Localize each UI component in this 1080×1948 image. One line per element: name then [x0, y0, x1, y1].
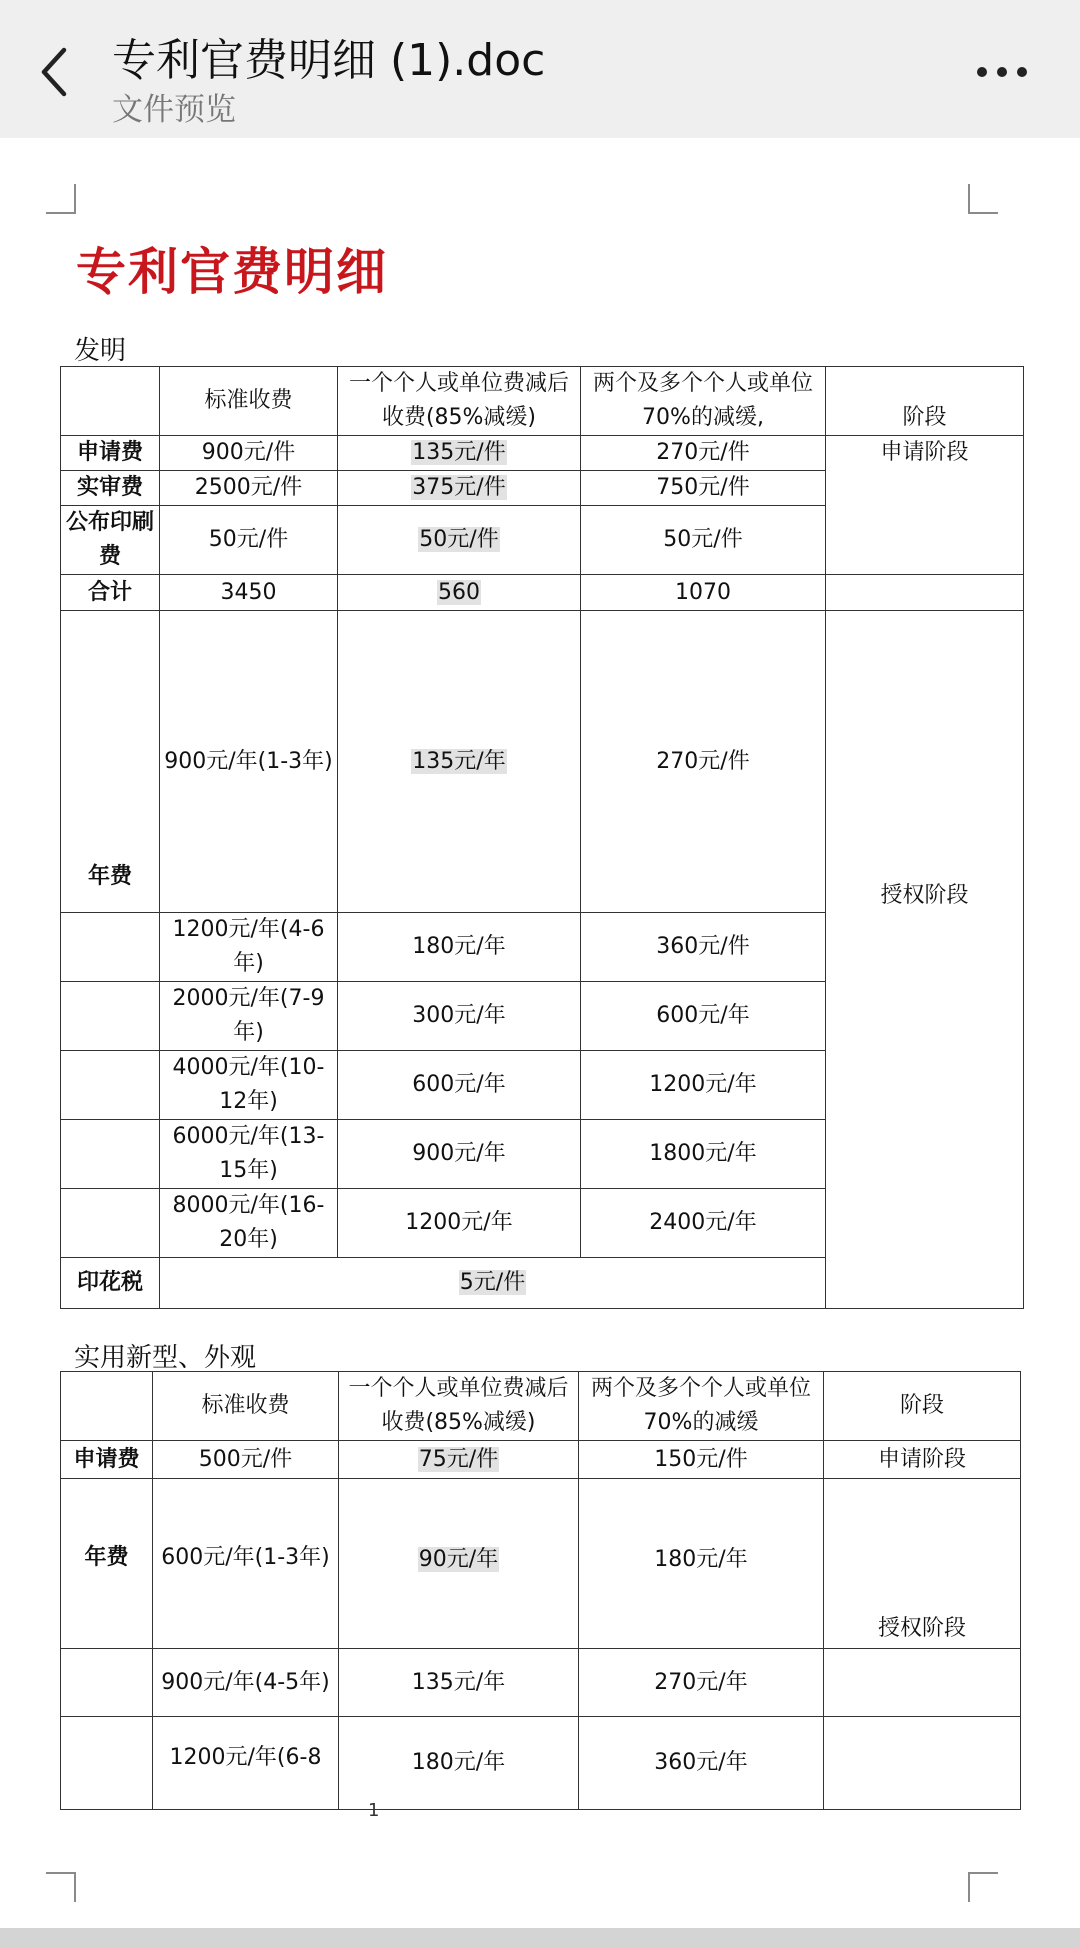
crop-mark-top-left — [46, 184, 76, 214]
cell-apply-standard: 500元/件 — [153, 1441, 339, 1479]
annual-label-text: 年费 — [87, 864, 132, 889]
col-header-stage — [826, 367, 1024, 436]
cell-publish-standard: 50元/件 — [160, 506, 338, 575]
cell-annual-3-70: 360元/年 — [579, 1717, 824, 1810]
page-number: 1 — [368, 1800, 380, 1821]
cell-annual-4-standard: 4000元/年(10-12年) — [160, 1051, 338, 1120]
invention-fee-table — [60, 366, 1024, 1309]
cell-annual-3-70: 600元/年 — [581, 982, 826, 1051]
section-label-utility-design: 实用新型、外观 — [74, 1343, 257, 1373]
back-button[interactable] — [32, 42, 82, 102]
annual-1-standard-text: 600元/年(1-3年) — [161, 1545, 330, 1570]
highlighted-value: 90元/年 — [418, 1547, 499, 1572]
row-label-annual — [61, 1479, 153, 1649]
table-row — [61, 436, 1024, 471]
table-corner-cell — [61, 1372, 153, 1441]
cell-annual-1-standard — [153, 1479, 339, 1649]
highlighted-value: 75元/件 — [418, 1446, 499, 1472]
cell-total-stage — [826, 575, 1024, 611]
highlighted-value: 375元/件 — [412, 475, 506, 500]
col-header-standard: 标准收费 — [160, 367, 338, 436]
cell-annual-2-70: 270元/年 — [579, 1649, 824, 1717]
col-header-85-reduction: 一个个人或单位费减后收费(85%减缓) — [338, 367, 581, 436]
cell-annual-5-85: 900元/年 — [338, 1120, 581, 1189]
cell-annual-3-standard: 2000元/年(7-9年) — [160, 982, 338, 1051]
col-header-70-reduction: 两个及多个个人或单位70%的减缓 — [579, 1372, 824, 1441]
document-heading: 专利官费明细 — [76, 243, 388, 301]
row-label-annual — [61, 611, 160, 913]
table-row — [61, 1649, 1021, 1717]
cell-empty — [824, 1649, 1021, 1717]
col-header-85-reduction: 一个个人或单位费减后收费(85%减缓) — [339, 1372, 579, 1441]
col-header-standard: 标准收费 — [153, 1372, 339, 1441]
annual-1-70-text: 180元/年 — [654, 1547, 748, 1572]
table-row — [61, 1479, 1021, 1649]
cell-stage-apply — [826, 436, 1024, 575]
col-header-stage-text: 阶段 — [902, 405, 947, 430]
crop-mark-bottom-right — [968, 1872, 998, 1902]
cell-annual-2-standard: 900元/年(4-5年) — [153, 1649, 339, 1717]
row-label-stamp-tax: 印花税 — [61, 1258, 160, 1309]
highlighted-value: 135元/件 — [412, 440, 506, 465]
cell-empty — [61, 982, 160, 1051]
section-label-invention: 发明 — [74, 336, 127, 366]
cell-annual-2-70: 360元/件 — [581, 913, 826, 982]
cell-annual-6-85: 1200元/年 — [338, 1189, 581, 1258]
cell-apply-85 — [338, 436, 581, 471]
cell-exam-85 — [338, 471, 581, 506]
cell-empty — [61, 913, 160, 982]
cell-empty — [61, 1717, 153, 1810]
top-app-bar — [0, 0, 1080, 138]
cell-annual-5-70: 1800元/年 — [581, 1120, 826, 1189]
cell-stage-apply: 申请阶段 — [824, 1441, 1021, 1479]
cell-annual-2-85: 135元/年 — [339, 1649, 579, 1717]
cell-total-standard: 3450 — [160, 575, 338, 611]
table-corner-cell — [61, 367, 160, 436]
cell-apply-85 — [339, 1441, 579, 1479]
cell-annual-6-standard: 8000元/年(16-20年) — [160, 1189, 338, 1258]
row-label-apply: 申请费 — [61, 1441, 153, 1479]
highlighted-value: 5元/件 — [459, 1270, 526, 1295]
cell-apply-70: 150元/件 — [579, 1441, 824, 1479]
highlighted-value: 50元/件 — [419, 527, 499, 552]
row-label-publish: 公布印刷费 — [61, 506, 160, 575]
stage-apply-text: 申请阶段 — [880, 440, 969, 465]
bottom-edge-bar — [0, 1928, 1080, 1948]
cell-apply-70: 270元/件 — [581, 436, 826, 471]
cell-empty — [61, 1189, 160, 1258]
cell-annual-1-70 — [579, 1479, 824, 1649]
cell-apply-standard: 900元/件 — [160, 436, 338, 471]
cell-annual-1-70: 270元/件 — [581, 611, 826, 913]
row-label-exam: 实审费 — [61, 471, 160, 506]
cell-total-70: 1070 — [581, 575, 826, 611]
cell-empty — [61, 1051, 160, 1120]
cell-annual-1-standard: 900元/年(1-3年) — [160, 611, 338, 913]
cell-annual-3-85: 180元/年 — [339, 1717, 579, 1810]
utility-fee-table — [60, 1371, 1021, 1810]
cell-annual-2-standard: 1200元/年(4-6年) — [160, 913, 338, 982]
annual-label-text: 年费 — [84, 1545, 129, 1570]
more-horizontal-icon — [970, 52, 1050, 92]
cell-publish-70: 50元/件 — [581, 506, 826, 575]
row-label-apply: 申请费 — [61, 436, 160, 471]
cell-stage-grant — [826, 611, 1024, 1309]
cell-empty — [61, 1649, 153, 1717]
col-header-stage: 阶段 — [824, 1372, 1021, 1441]
cell-annual-2-85: 180元/年 — [338, 913, 581, 982]
highlighted-value: 560 — [438, 579, 480, 605]
stage-grant-text: 授权阶段 — [877, 1616, 966, 1641]
cell-exam-70: 750元/件 — [581, 471, 826, 506]
table-row — [61, 611, 1024, 913]
cell-annual-5-standard: 6000元/年(13-15年) — [160, 1120, 338, 1189]
table-row — [61, 1717, 1021, 1810]
crop-mark-bottom-left — [46, 1872, 76, 1902]
cell-annual-6-70: 2400元/年 — [581, 1189, 826, 1258]
document-subtitle: 文件预览 — [112, 92, 236, 128]
table-row — [61, 575, 1024, 611]
cell-annual-3-85: 300元/年 — [338, 982, 581, 1051]
row-label-total: 合计 — [61, 575, 160, 611]
cell-stamp-tax-value — [160, 1258, 826, 1309]
table-row — [61, 1441, 1021, 1479]
cell-annual-1-85 — [338, 611, 581, 913]
cell-annual-4-85: 600元/年 — [338, 1051, 581, 1120]
highlighted-value: 135元/年 — [412, 748, 506, 774]
crop-mark-top-right — [968, 184, 998, 214]
cell-stage-grant — [824, 1479, 1021, 1649]
cell-publish-85 — [338, 506, 581, 575]
cell-empty — [61, 1120, 160, 1189]
cell-annual-3-standard: 1200元/年(6-8 — [153, 1717, 339, 1810]
stage-grant-text: 授权阶段 — [880, 883, 969, 908]
cell-empty — [824, 1717, 1021, 1810]
cell-annual-4-70: 1200元/年 — [581, 1051, 826, 1120]
col-header-70-reduction: 两个及多个个人或单位70%的减缓, — [581, 367, 826, 436]
more-options-button[interactable] — [970, 52, 1050, 92]
cell-exam-standard: 2500元/件 — [160, 471, 338, 506]
chevron-left-icon — [32, 42, 82, 102]
document-title: 专利官费明细 (1).doc — [112, 35, 546, 86]
cell-total-85 — [338, 575, 581, 611]
cell-annual-1-85 — [339, 1479, 579, 1649]
